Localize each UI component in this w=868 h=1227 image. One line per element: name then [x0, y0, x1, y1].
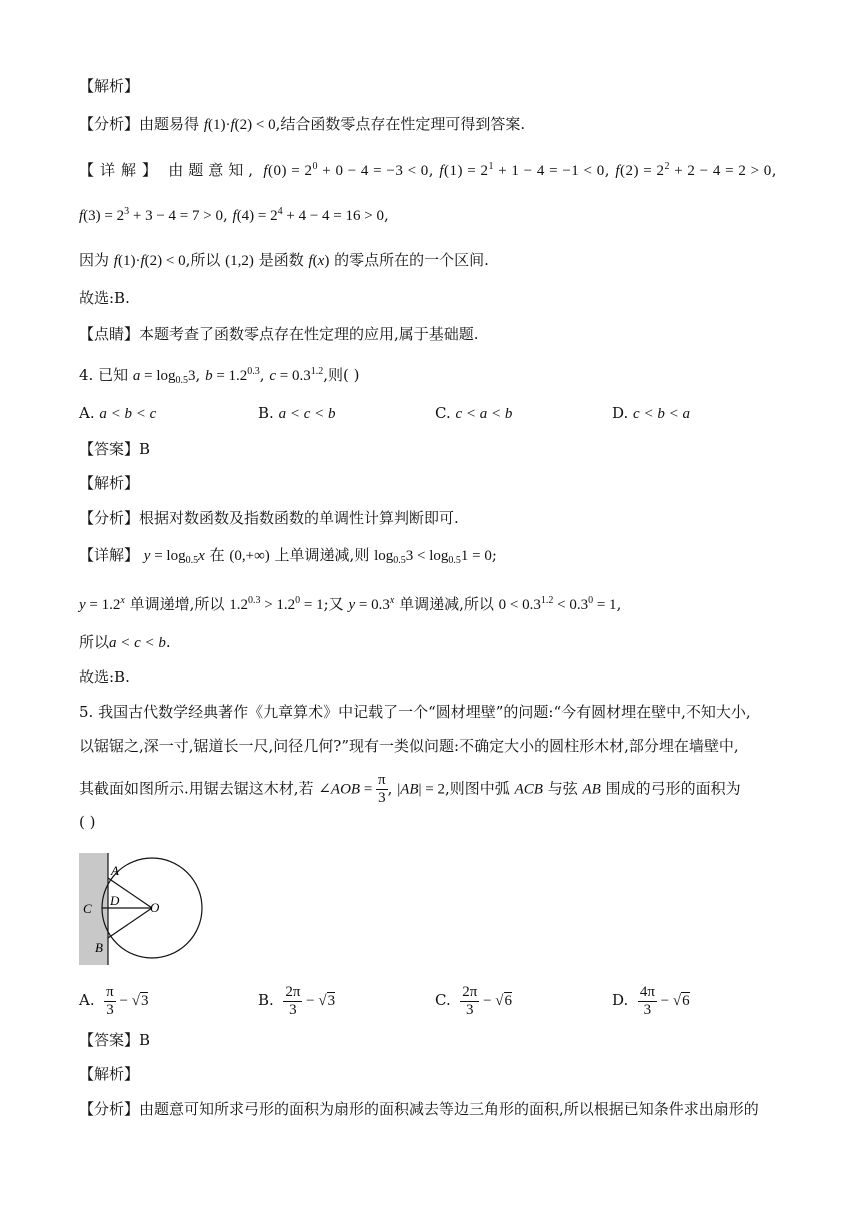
- radius-ob: [108, 908, 152, 938]
- q5-stem-line-4: ( ): [79, 813, 96, 831]
- xiangjie-line-1: 【详解】 由题意知, $f(0) = 2^0 + 0 - 4 = -3 < 0$, $f(1) = 2^1 + 1 - 4 = -1 < 0$, $f(2) = 2^2 + 2 - 4 = 2 > 0$,: [79, 161, 778, 179]
- xiangjie-tag: 【详解】: [79, 161, 164, 179]
- q5-stem-line-2: 以锯锯之,深一寸,锯道长一尺,问径几何?”现有一类似问题:不确定大小的圆柱形木材,部分埋在墙壁中,: [79, 737, 739, 755]
- label-a: A: [111, 863, 119, 878]
- label-b: B: [95, 940, 103, 955]
- q5-option-a: A. $\frac{\pi}{3}$ − √3: [79, 983, 149, 1018]
- fenxi-line-1: 【分析】由题易得 f(1)·f(2) < 0,结合函数零点存在性定理可得到答案.: [79, 115, 526, 133]
- expr-f1: $f(1) = 2^1 + 1 - 4 = -1 < 0$: [439, 161, 605, 179]
- q4-stem: 4. 已知 $a = \log_{0.5}3$, $b = 1.2^{0.3}$, $c = 0.3^{1.2}$,则( ): [79, 366, 360, 386]
- expr-f3: $f(3) = 2^3 + 3 - 4 = 7 > 0$: [79, 206, 223, 224]
- dianjing-tag: 【点睛】: [79, 325, 140, 343]
- fenxi-tag: 【分析】: [79, 115, 140, 133]
- q5-fenxi: 【分析】由题意可知所求弓形的面积为扇形的面积减去等边三角形的面积,所以根据已知条件求出扇形的: [79, 1100, 759, 1118]
- label-c: C: [83, 901, 92, 916]
- label-d: D: [110, 893, 120, 908]
- q4-xiangjie-1: 【详解】 $y = \log_{0.5}x$ 在 (0,+∞) 上单调递减,则 $\log_{0.5}3 < \log_{0.5}1 = 0$;: [79, 546, 497, 566]
- q4-option-b: B. a < c < b: [258, 404, 336, 422]
- q5-stem-line-1: 5. 我国古代数学经典著作《九章算术》中记载了一个“圆材埋壁”的问题:“今有圆材埋在壁中,不知大小,: [79, 703, 751, 721]
- q5-option-d: D. $\frac{4\pi}{3}$ − √6: [612, 983, 690, 1018]
- q5-jiexi: 【解析】: [79, 1065, 140, 1083]
- q4-xiangjie-3: 所以a < c < b.: [79, 633, 171, 651]
- circle-wall-figure: [79, 851, 209, 967]
- fenxi-expr: f: [203, 117, 208, 133]
- q4-choice: 故选:B.: [79, 668, 130, 686]
- jiexi-heading-1: 【解析】: [79, 77, 140, 95]
- q4-option-a: A. a < b < c: [79, 404, 157, 422]
- q4-xiangjie-2: $y = 1.2^x$ 单调递增,所以 $1.2^{0.3} > 1.2^0 = 1$;又 $y = 0.3^x$ 单调递减,所以 $0 < 0.3^{1.2} < 0.3^0 = 1$,: [79, 595, 622, 613]
- q4-jiexi: 【解析】: [79, 474, 140, 492]
- q5-option-b: B. $\frac{2\pi}{3}$ − √3: [258, 983, 336, 1018]
- expr-f4: $f(4) = 2^4 + 4 - 4 = 16 > 0$: [232, 206, 384, 224]
- q4-fenxi: 【分析】根据对数函数及指数函数的单调性计算判断即可.: [79, 509, 459, 527]
- q4-option-d: D. c < b < a: [612, 404, 690, 422]
- expr-f2: $f(2) = 2^2 + 2 - 4 = 2 > 0$: [615, 161, 772, 179]
- because-line: 因为 f(1)·f(2) < 0,所以 (1,2) 是函数 f(x) 的零点所在的一个区间.: [79, 251, 489, 269]
- label-o: O: [150, 900, 160, 915]
- q4-answer: 【答案】B: [79, 440, 151, 458]
- q5-option-c: C. $\frac{2\pi}{3}$ − √6: [435, 983, 513, 1018]
- q5-answer: 【答案】B: [79, 1031, 151, 1049]
- dianjing-line: 【点睛】本题考查了函数零点存在性定理的应用,属于基础题.: [79, 325, 479, 343]
- q5-stem-line-3: 其截面如图所示.用锯去锯这木材,若 ∠AOB = $\frac{\pi}{3}$ , |AB| = 2,则图中弧 ACB 与弦 AB 围成的弓形的面积为: [79, 772, 741, 806]
- q4-option-c: C. c < a < b: [435, 404, 513, 422]
- expr-f0: $f(0) = 2^0 + 0 - 4 = -3 < 0$: [263, 161, 429, 179]
- choice-line-1: 故选:B.: [79, 289, 130, 307]
- xiangjie-line-2: $f(3) = 2^3 + 3 - 4 = 7 > 0$, $f(4) = 2^4 + 4 - 4 = 16 > 0$,: [79, 206, 389, 224]
